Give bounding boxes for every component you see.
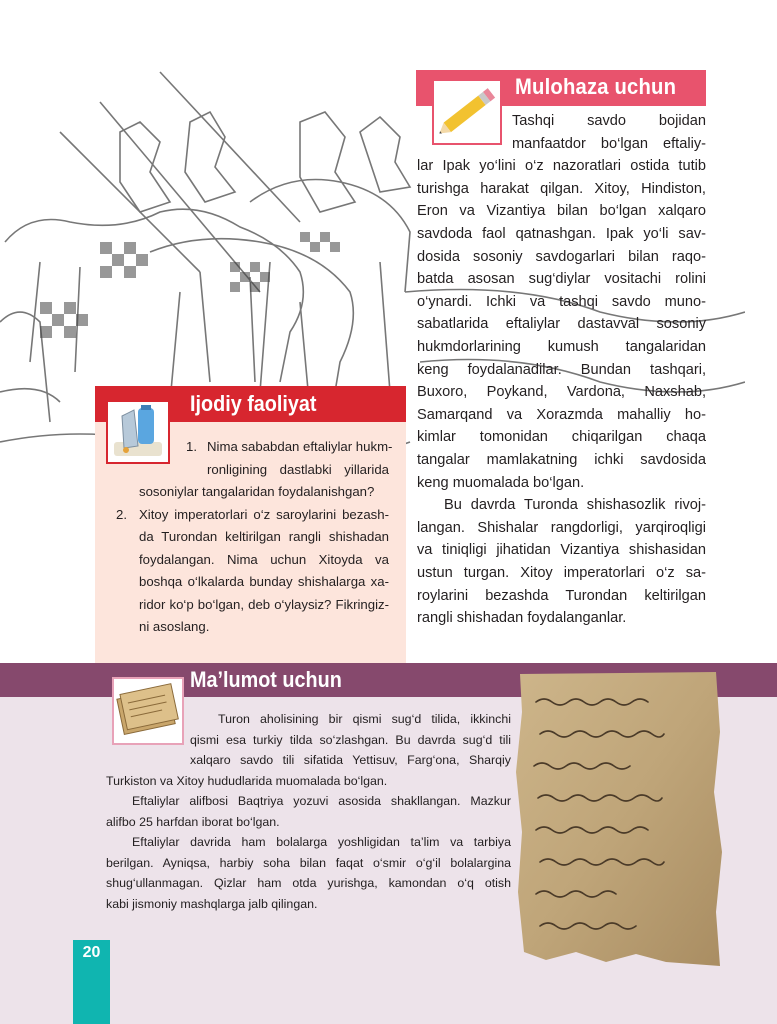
text-line: Eftaliylar alifbosi Baqtriya yozuvi asosida shakllangan. Mazkur xyxy=(132,794,511,808)
text-line: Eron va Vizantiya bilan bo‘lgan xalqaro xyxy=(417,203,706,220)
text-line: kimlar tomonidan chiqarilgan chaqa xyxy=(417,429,706,446)
text-line: berilgan. Ayniqsa, harbiy soha bilan faqat o‘smir o‘g‘il bolalargina xyxy=(106,855,511,870)
text-line: dosida sosoniy savdogarlari bilan raqo- xyxy=(417,248,706,265)
mulohaza-icon-frame xyxy=(432,79,502,145)
text-line: o‘ynardi. Ichki va tashqi savdo muno- xyxy=(417,293,706,310)
text-line: foydalangan. Nima uchun Xitoyda va xyxy=(139,551,389,567)
text-line: sosoniylar tangalaridan foydalanishgan? xyxy=(139,484,375,499)
text-line: ni asoslang. xyxy=(139,619,210,634)
text-line: tangalar mamlakatning ichki savdosida xyxy=(417,452,706,468)
text-line: ustun turgan. Xitoy imperatorlari o‘z sa- xyxy=(417,565,706,581)
text-line: hukmdorlarining kumush tangalaridan xyxy=(417,339,706,355)
malumot-title: Ma’lumot uchun xyxy=(190,667,342,692)
text-line: shug‘ullanmagan. Qizlar ham otda yurishga, kamondan o‘q otish xyxy=(106,876,511,890)
text-line: Buxoro, Poykand, Vardona, Naxshab, xyxy=(417,384,706,401)
text-line: kabi jismoniy mashqlarga jalb qilingan. xyxy=(106,896,318,911)
ijodiy-icon-frame xyxy=(106,400,170,464)
question-number: 1. xyxy=(186,439,197,454)
text-line: lar Ipak yo‘lini o‘z nazoratlari ostida tutib xyxy=(417,158,706,175)
mulohaza-title: Mulohaza uchun xyxy=(514,74,676,99)
manuscript-fragment-image xyxy=(516,672,722,968)
text-line: sabatlarida eftaliylar dastavval sosoniy xyxy=(417,316,706,333)
text-line: ronligining dastlabki yillarida xyxy=(207,461,389,477)
text-line: Tashqi savdo bojidan xyxy=(512,113,706,129)
paint-tube-icon xyxy=(108,402,168,462)
text-line: manfaatdor bo‘lgan eftaliy- xyxy=(512,135,706,152)
text-line: alifbo 25 harfdan iborat bo‘lgan. xyxy=(106,814,280,829)
text-line: qismi esa turkiy tilda so‘zlashgan. Bu davrda sug‘d tili xyxy=(190,732,511,747)
text-line: Turon aholisining bir qismi sug‘d tilida, ikkinchi xyxy=(218,712,511,726)
text-line: roylarini bezashda Turondan keltirilgan xyxy=(417,587,706,604)
text-line: Samarqand va Xorazmda mahalliy ho- xyxy=(417,406,706,423)
page-number: 20 xyxy=(82,944,101,961)
text-line: keng muomalada bo‘lgan. xyxy=(417,474,585,491)
text-line: turishga harakat qilgan. Xitoy, Hindiston, xyxy=(417,180,706,197)
text-line: va tiniqligi jihatidan Vizantiya shishasidan xyxy=(417,542,706,559)
text-line: langan. Shishalar rangdorligi, yarqiroqligi xyxy=(417,519,706,536)
malumot-icon-frame xyxy=(112,677,184,745)
text-line: Nima sababdan eftaliylar hukm- xyxy=(207,439,393,454)
pencil-icon xyxy=(434,81,500,143)
text-line: keng foydalanadilar. Bundan tashqari, xyxy=(417,361,706,378)
text-line: Turkiston va Xitoy hududlarida muomalada bo‘lgan. xyxy=(106,773,388,788)
text-line: savdoda faol qatnashgan. Ipak yo‘li sav- xyxy=(417,226,706,242)
text-line: Xitoy imperatorlari o‘z saroylarini bezash- xyxy=(139,506,389,522)
text-line: Eftaliylar davrida ham bolalarga yoshligidan ta’lim va tarbiya xyxy=(132,835,511,849)
old-papers-icon xyxy=(114,679,182,743)
text-line: ridor ko‘p bo‘lgan, deb o‘ylaysiz? Fikringiz- xyxy=(139,596,389,612)
text-line: xalqaro savdo tili sifatida Yettisuv, Farg‘ona, Sharqiy xyxy=(190,753,511,767)
text-line: boshqa o‘lkalarda bunday shishalarga xa- xyxy=(139,574,389,589)
ijodiy-title: Ijodiy faoliyat xyxy=(190,391,317,416)
text-line: Bu davrda Turonda shishasozlik rivoj- xyxy=(444,497,706,514)
text-line: da Turondan keltirilgan rangli shishadan xyxy=(139,529,389,544)
question-number: 2. xyxy=(116,506,127,522)
text-line: batda asosan sug‘diylar vositachi rolini xyxy=(417,271,706,288)
text-line: rangli shishadan foydalanganlar. xyxy=(417,610,627,627)
